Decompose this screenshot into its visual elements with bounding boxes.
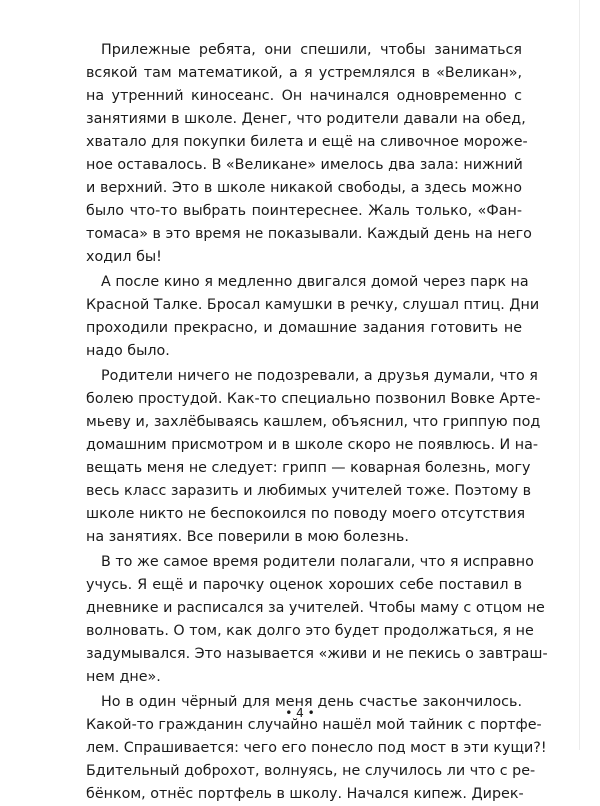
text-line: занятиями в школе. Денег, что родители давали на обед,	[86, 111, 526, 127]
text-line: задумывался. Это называется «живи и не пекись о завтраш-	[86, 646, 548, 662]
page-number: • 4 •	[285, 706, 315, 720]
text-line: на утренний киносеанс. Он начинался одновременно с	[86, 88, 522, 104]
text-line: томаса» в это время не показывали. Каждый день на него	[86, 226, 532, 242]
text-line: лем. Спрашивается: чего его понесло под мост в эти кущи?!	[86, 740, 547, 756]
paragraph	[86, 365, 541, 549]
text-line: дневнике и расписался за учителей. Чтобы маму с отцом не	[86, 600, 545, 616]
text-line: Красной Талке. Бросал камушки в речку, слушал птиц. Дни	[86, 297, 540, 313]
text-line: Какой-то гражданин случайно нашёл мой тайник с портфе-	[86, 717, 542, 733]
body-text	[86, 39, 548, 806]
text-line: волновать. О том, как долго это будет продолжаться, я не	[86, 623, 534, 639]
text-line: Прилежные ребята, они спешили, чтобы заниматься	[101, 42, 522, 58]
text-line: А после кино я медленно двигался домой через парк на	[101, 274, 529, 290]
page-edge	[579, 0, 600, 750]
text-line: болею простудой. Как-то специально позвонил Вовке Арте-	[86, 391, 541, 407]
text-line: и верхний. Это в школе никакой свободы, а здесь можно	[86, 180, 522, 196]
text-line: бёнком, отнёс портфель в школу. Начался кипеж. Дирек-	[86, 786, 524, 802]
text-line: школе никто не беспокоился по поводу моего отсутствия	[86, 506, 526, 522]
text-line: нем дне».	[86, 669, 161, 685]
text-line: мьеву и, захлёбываясь кашлем, объяснил, что гриппую под	[86, 414, 541, 430]
text-line: всякой там математикой, а я устремлялся в «Великан»,	[86, 65, 522, 81]
text-line: ходил бы!	[86, 249, 162, 265]
text-line: на занятиях. Все поверили в мою болезнь.	[86, 529, 409, 545]
text-line: хватало для покупки билета и ещё на сливочное мороже-	[86, 134, 528, 150]
paragraph	[86, 551, 548, 689]
paragraph	[86, 39, 532, 269]
paragraph	[86, 271, 540, 363]
text-line: было что-то выбрать поинтереснее. Жаль только, «Фан-	[86, 203, 522, 219]
text-line: В то же самое время родители полагали, что я исправно	[101, 554, 534, 570]
text-line: надо было.	[86, 343, 170, 359]
text-line: Бдительный доброхот, волнуясь, не случилось ли что с ре-	[86, 763, 536, 779]
text-line: весь класс заразить и любимых учителей тоже. Поэтому в	[86, 483, 532, 499]
text-line: домашним присмотром и в школе скоро не появлюсь. И на-	[86, 437, 539, 453]
text-line: ное оставалось. В «Великане» имелось два зала: нижний	[86, 157, 523, 173]
text-line: вещать меня не следует: грипп — коварная болезнь, могу	[86, 460, 531, 476]
text-line: проходили прекрасно, и домашние задания готовить не	[86, 320, 522, 336]
text-line: Родители ничего не подозревали, а друзья думали, что я	[101, 368, 538, 384]
text-line: учусь. Я ещё и парочку оценок хороших себе поставил в	[86, 577, 522, 593]
text-line: Но в один чёрный для меня день счастье закончилось.	[101, 694, 522, 710]
